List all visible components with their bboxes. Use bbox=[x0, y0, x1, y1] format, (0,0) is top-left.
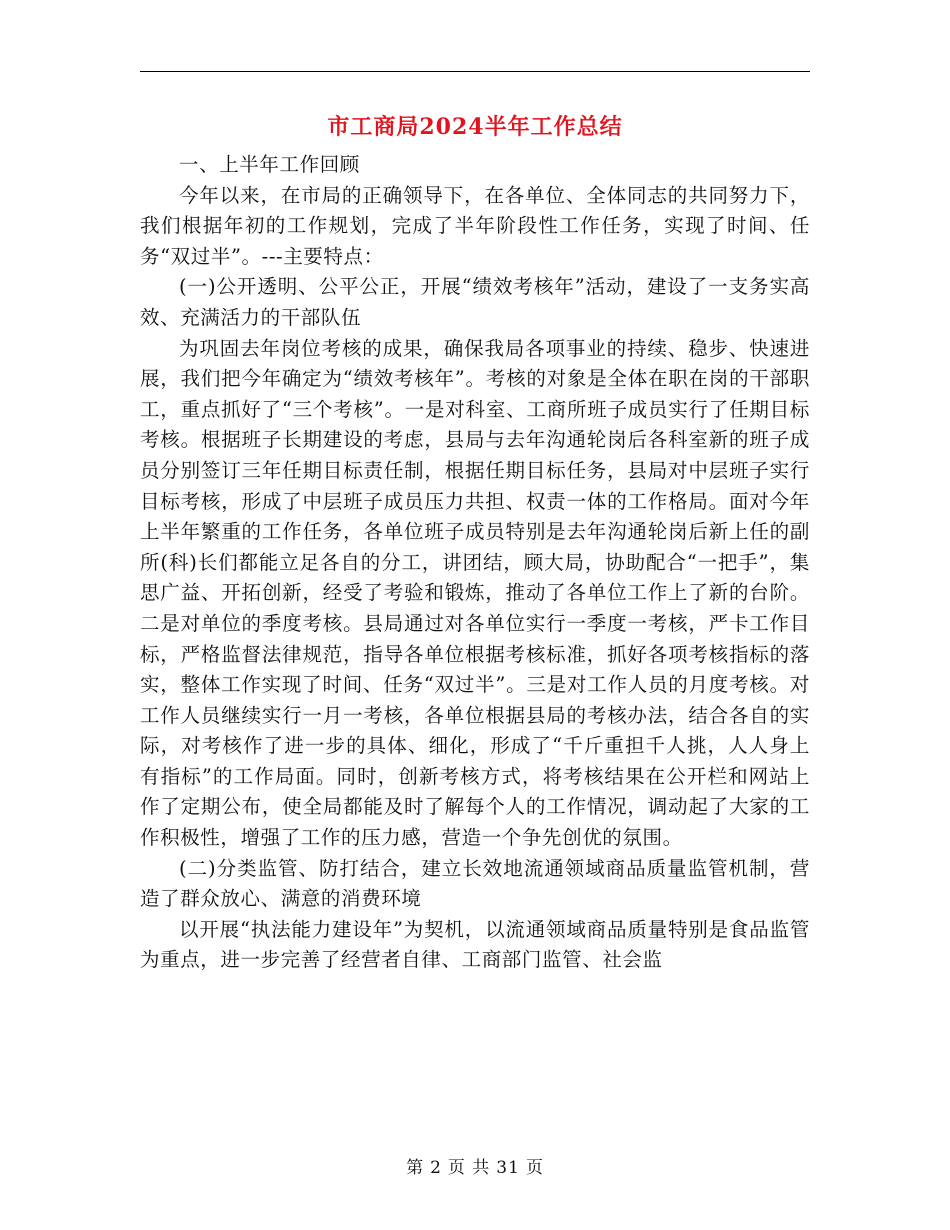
page-number: 2 bbox=[430, 1158, 442, 1178]
paragraph: 以开展“执法能力建设年”为契机，以流通领域商品质量特别是食品监管为重点，进一步完善了经营者自律、工商部门监管、社会监 bbox=[140, 917, 810, 972]
paragraph: 今年以来，在市局的正确领导下，在各单位、全体同志的共同努力下，我们根据年初的工作规划，完成了半年阶段性工作任务，实现了时间、任务“双过半”。---主要特点： bbox=[140, 183, 810, 268]
section-heading: 一、上半年工作回顾 bbox=[179, 153, 360, 176]
document-title: 市工商局2024半年工作总结 bbox=[327, 114, 623, 140]
subsection-heading: (二)分类监管、防打结合，建立长效地流通领域商品质量监管机制，营造了群众放心、满意的消费环境 bbox=[140, 856, 810, 911]
footer-middle: 页 共 bbox=[447, 1158, 491, 1178]
paragraph: 为巩固去年岗位考核的成果，确保我局各项事业的持续、稳步、快速进展，我们把今年确定为“绩效考核年”。考核的对象是全体在职在岗的干部职工，重点抓好了“三个考核”。一是对科室、工商所班子成员实行了任期目标考核。根据班子长期建设的考虑，县局与去年沟通轮岗后各科室新的班子成员分别签订三年任期目标责任制，根据任期目标任务，县局对中层班子实行目标考核，形成了中层班子成员压力共担、权责一体的工作格局。面对今年上半年繁重的工作任务，各单位班子成员特别是去年沟通轮岗后新上任的副所(科)长们都能立足各自的分工，讲团结，顾大局，协助配合“一把手”，集思广益、开拓创新，经受了考验和锻炼，推动了各单位工作上了新的台阶。二是对单位的季度考核。县局通过对各单位实行一季度一考核，严卡工作目标，严格监督法律规范，指导各单位根据考核标准，抓好各项考核指标的落实，整体工作实现了时间、任务“双过半”。三是对工作人员的月度考核。对工作人员继续实行一月一考核，各单位根据县局的考核办法，结合各自的实际，对考核作了进一步的具体、细化，形成了“千斤重担千人挑，人人身上有指标”的工作局面。同时，创新考核方式，将考核结果在公开栏和网站上作了定期公布，使全局都能及时了解每个人的工作情况，调动起了大家的工作积极性，增强了工作的压力感，营造一个争先创优的氛围。 bbox=[140, 336, 810, 850]
document-body bbox=[140, 150, 810, 976]
total-pages: 31 bbox=[496, 1158, 520, 1178]
subsection-heading: (一)公开透明、公平公正，开展“绩效考核年”活动，建设了一支务实高效、充满活力的干部队伍 bbox=[140, 275, 810, 329]
footer-prefix: 第 bbox=[406, 1158, 425, 1178]
header-rule bbox=[140, 71, 810, 72]
footer-suffix: 页 bbox=[525, 1158, 544, 1178]
page-footer bbox=[0, 1153, 950, 1178]
